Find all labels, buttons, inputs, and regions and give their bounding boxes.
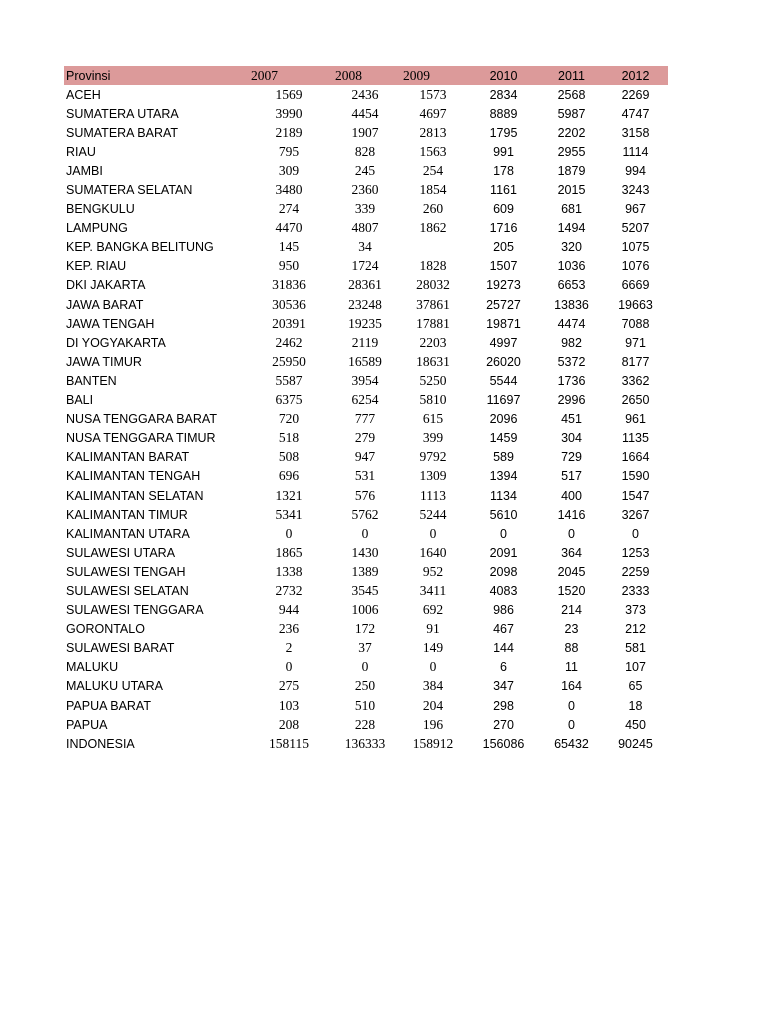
cell-2007[interactable]: 309 bbox=[278, 162, 300, 178]
cell-2008[interactable]: 4807 bbox=[351, 220, 379, 236]
cell-2008[interactable]: 6254 bbox=[351, 392, 379, 408]
cell-2010[interactable]: 1134 bbox=[490, 488, 517, 503]
cell-province[interactable]: DI YOGYAKARTA bbox=[66, 335, 166, 350]
cell-2012[interactable]: 107 bbox=[625, 660, 646, 675]
cell-2009[interactable]: 204 bbox=[422, 697, 444, 713]
cell-2010[interactable]: 156086 bbox=[482, 736, 525, 751]
cell-2011[interactable]: 400 bbox=[561, 488, 582, 503]
cell-2012[interactable]: 5207 bbox=[621, 221, 650, 236]
table-row bbox=[64, 448, 668, 467]
cell-2008[interactable]: 0 bbox=[361, 659, 369, 675]
cell-2011[interactable]: 304 bbox=[561, 431, 582, 446]
cell-2010[interactable]: 986 bbox=[493, 603, 514, 618]
cell-2012[interactable]: 3267 bbox=[621, 507, 650, 522]
header-row bbox=[64, 66, 668, 85]
cell-2008[interactable]: 1724 bbox=[351, 258, 379, 274]
cell-province[interactable]: MALUKU bbox=[66, 660, 119, 675]
cell-2011[interactable]: 0 bbox=[568, 698, 575, 713]
cell-2008[interactable]: 0 bbox=[361, 525, 369, 541]
cell-2012[interactable]: 3243 bbox=[621, 183, 650, 198]
cell-2010[interactable]: 991 bbox=[493, 144, 514, 159]
cell-2010[interactable]: 2098 bbox=[489, 564, 518, 579]
cell-2012[interactable]: 967 bbox=[625, 202, 646, 217]
cell-2008[interactable]: 23248 bbox=[348, 296, 382, 312]
cell-2008[interactable]: 339 bbox=[354, 201, 376, 217]
cell-2012[interactable]: 8177 bbox=[621, 354, 650, 369]
cell-2011[interactable]: 0 bbox=[568, 717, 575, 732]
cell-2009[interactable]: 260 bbox=[422, 201, 444, 217]
table-row bbox=[64, 677, 668, 696]
cell-2009[interactable]: 2813 bbox=[419, 124, 447, 140]
cell-2009[interactable]: 1573 bbox=[419, 86, 447, 102]
cell-province[interactable]: SUMATERA BARAT bbox=[66, 125, 179, 140]
cell-2009[interactable]: 5810 bbox=[419, 392, 447, 408]
cell-2010[interactable]: 1507 bbox=[489, 259, 518, 274]
cell-2010[interactable]: 6 bbox=[500, 660, 507, 675]
table-row bbox=[64, 123, 668, 142]
cell-province[interactable]: NUSA TENGGARA BARAT bbox=[66, 412, 217, 427]
cell-2012[interactable]: 18 bbox=[628, 698, 643, 713]
cell-2010[interactable]: 19273 bbox=[486, 278, 521, 293]
cell-province[interactable]: JAWA TENGAH bbox=[66, 316, 155, 331]
cell-2012[interactable]: 19663 bbox=[618, 297, 653, 312]
province-data-table bbox=[64, 66, 668, 753]
cell-2007[interactable]: 158115 bbox=[269, 735, 309, 751]
cell-2009[interactable]: 196 bbox=[422, 716, 444, 732]
table-row bbox=[64, 161, 668, 180]
cell-province[interactable]: KALIMANTAN BARAT bbox=[66, 450, 190, 465]
cell-2012[interactable]: 3362 bbox=[621, 373, 650, 388]
table-row bbox=[64, 142, 668, 161]
cell-2007[interactable]: 145 bbox=[278, 239, 300, 255]
cell-2007[interactable]: 2189 bbox=[275, 124, 303, 140]
cell-2007[interactable]: 25950 bbox=[272, 353, 306, 369]
cell-2011[interactable]: 164 bbox=[561, 679, 582, 694]
cell-2008[interactable]: 19235 bbox=[348, 315, 382, 331]
cell-2007[interactable]: 236 bbox=[278, 621, 300, 637]
cell-2009[interactable] bbox=[399, 238, 467, 257]
cell-2008[interactable]: 28361 bbox=[348, 277, 382, 293]
cell-2011[interactable]: 1520 bbox=[557, 583, 586, 598]
table-row bbox=[64, 200, 668, 219]
cell-2008[interactable]: 250 bbox=[354, 678, 376, 694]
cell-2009[interactable]: 37861 bbox=[416, 296, 450, 312]
header-cell-2009[interactable]: 2009 bbox=[403, 67, 430, 83]
cell-2008[interactable]: 576 bbox=[354, 487, 376, 503]
cell-2009[interactable]: 5244 bbox=[419, 506, 447, 522]
cell-province[interactable]: KALIMANTAN UTARA bbox=[66, 526, 190, 541]
table-row bbox=[64, 238, 668, 257]
cell-2008[interactable]: 4454 bbox=[351, 105, 379, 121]
table-row bbox=[64, 180, 668, 199]
cell-2011[interactable]: 214 bbox=[561, 603, 582, 618]
cell-province[interactable]: SUMATERA UTARA bbox=[66, 106, 179, 121]
cell-2008[interactable]: 228 bbox=[354, 716, 376, 732]
cell-2010[interactable]: 2096 bbox=[489, 412, 518, 427]
cell-2008[interactable]: 1907 bbox=[351, 124, 379, 140]
cell-2009[interactable]: 952 bbox=[422, 563, 444, 579]
cell-2010[interactable]: 2091 bbox=[489, 545, 518, 560]
table-row bbox=[64, 620, 668, 639]
cell-2008[interactable]: 531 bbox=[354, 468, 376, 484]
cell-2008[interactable]: 245 bbox=[354, 162, 376, 178]
cell-2009[interactable]: 18631 bbox=[416, 353, 450, 369]
table-row bbox=[64, 543, 668, 562]
cell-province[interactable]: KALIMANTAN TIMUR bbox=[66, 507, 188, 522]
cell-2007[interactable]: 275 bbox=[278, 678, 300, 694]
cell-2009[interactable]: 3411 bbox=[419, 582, 447, 598]
header-cell-2011[interactable]: 2011 bbox=[558, 68, 585, 83]
cell-2010[interactable]: 144 bbox=[493, 641, 514, 656]
cell-province[interactable]: SULAWESI SELATAN bbox=[66, 583, 189, 598]
cell-2010[interactable]: 0 bbox=[500, 526, 507, 541]
cell-2007[interactable]: 274 bbox=[278, 201, 300, 217]
cell-2008[interactable]: 1389 bbox=[351, 563, 379, 579]
cell-2007[interactable]: 208 bbox=[278, 716, 300, 732]
cell-2011[interactable]: 23 bbox=[564, 622, 579, 637]
cell-2009[interactable]: 692 bbox=[422, 602, 444, 618]
cell-2009[interactable]: 5250 bbox=[419, 372, 447, 388]
cell-2007[interactable]: 950 bbox=[278, 258, 300, 274]
cell-2009[interactable]: 0 bbox=[429, 659, 437, 675]
cell-2007[interactable]: 3480 bbox=[275, 182, 303, 198]
cell-2012[interactable]: 1253 bbox=[621, 545, 650, 560]
table-row bbox=[64, 696, 668, 715]
cell-2010[interactable]: 298 bbox=[493, 698, 514, 713]
cell-2007[interactable]: 1865 bbox=[275, 544, 303, 560]
cell-2011[interactable]: 1494 bbox=[557, 221, 586, 236]
cell-province[interactable]: SULAWESI BARAT bbox=[66, 641, 175, 656]
table-row bbox=[64, 257, 668, 276]
cell-2011[interactable]: 11 bbox=[565, 660, 578, 675]
cell-2009[interactable]: 2203 bbox=[419, 334, 447, 350]
cell-province[interactable]: PAPUA bbox=[66, 717, 108, 732]
cell-2009[interactable]: 1563 bbox=[419, 143, 447, 159]
cell-2007[interactable]: 30536 bbox=[272, 296, 306, 312]
cell-province[interactable]: NUSA TENGGARA TIMUR bbox=[66, 431, 216, 446]
cell-2010[interactable]: 25727 bbox=[486, 297, 521, 312]
cell-2008[interactable]: 3545 bbox=[351, 582, 379, 598]
cell-2008[interactable]: 510 bbox=[354, 697, 376, 713]
cell-2009[interactable]: 149 bbox=[422, 640, 444, 656]
cell-2011[interactable]: 65432 bbox=[554, 736, 589, 751]
cell-2009[interactable]: 254 bbox=[422, 162, 444, 178]
table-row bbox=[64, 391, 668, 410]
cell-2007[interactable]: 944 bbox=[278, 602, 300, 618]
cell-2010[interactable]: 1394 bbox=[489, 469, 518, 484]
cell-2011[interactable]: 6653 bbox=[557, 278, 586, 293]
cell-province[interactable]: KEP. RIAU bbox=[66, 259, 127, 274]
table-row bbox=[64, 429, 668, 448]
cell-2012[interactable]: 2259 bbox=[621, 564, 650, 579]
cell-2011[interactable]: 681 bbox=[561, 202, 582, 217]
cell-2009[interactable]: 399 bbox=[422, 430, 444, 446]
cell-province[interactable]: SULAWESI UTARA bbox=[66, 545, 176, 560]
cell-2011[interactable]: 2996 bbox=[557, 393, 586, 408]
cell-2010[interactable]: 205 bbox=[493, 240, 514, 255]
cell-2008[interactable]: 16589 bbox=[348, 353, 382, 369]
cell-province[interactable]: SULAWESI TENGAH bbox=[66, 564, 186, 579]
cell-2009[interactable]: 384 bbox=[422, 678, 444, 694]
cell-province[interactable]: SUMATERA SELATAN bbox=[66, 183, 193, 198]
cell-2011[interactable]: 729 bbox=[561, 450, 582, 465]
cell-2009[interactable]: 1113 bbox=[420, 487, 446, 503]
cell-province[interactable]: ACEH bbox=[66, 87, 101, 102]
cell-2008[interactable]: 37 bbox=[358, 640, 372, 656]
cell-2010[interactable]: 1161 bbox=[490, 183, 517, 198]
cell-2008[interactable]: 172 bbox=[354, 621, 376, 637]
cell-2007[interactable]: 2462 bbox=[275, 334, 303, 350]
cell-2011[interactable]: 517 bbox=[561, 469, 582, 484]
cell-2010[interactable]: 4997 bbox=[489, 335, 518, 350]
table-row bbox=[64, 333, 668, 352]
cell-2007[interactable]: 103 bbox=[278, 697, 300, 713]
cell-2011[interactable]: 2015 bbox=[557, 183, 586, 198]
cell-2007[interactable]: 20391 bbox=[272, 315, 306, 331]
table-row bbox=[64, 314, 668, 333]
cell-2011[interactable]: 2568 bbox=[557, 87, 586, 102]
table-row bbox=[64, 467, 668, 486]
cell-2009[interactable]: 1640 bbox=[419, 544, 447, 560]
cell-2011[interactable]: 364 bbox=[561, 545, 582, 560]
table-row bbox=[64, 276, 668, 295]
cell-2008[interactable]: 2360 bbox=[351, 182, 379, 198]
table-row bbox=[64, 104, 668, 123]
cell-2012[interactable]: 2333 bbox=[621, 583, 650, 598]
cell-province[interactable]: JAWA TIMUR bbox=[66, 354, 142, 369]
cell-2008[interactable]: 1430 bbox=[351, 544, 379, 560]
cell-2011[interactable]: 88 bbox=[564, 641, 579, 656]
table-row bbox=[64, 601, 668, 620]
cell-2008[interactable]: 3954 bbox=[351, 372, 379, 388]
cell-2010[interactable]: 609 bbox=[493, 202, 514, 217]
cell-2009[interactable]: 1828 bbox=[419, 258, 447, 274]
cell-2011[interactable]: 2202 bbox=[557, 125, 586, 140]
header-cell-2007[interactable]: 2007 bbox=[251, 67, 278, 83]
cell-2011[interactable]: 1036 bbox=[557, 259, 586, 274]
cell-2012[interactable]: 2269 bbox=[621, 87, 650, 102]
header-cell-2008[interactable]: 2008 bbox=[335, 67, 362, 83]
cell-2009[interactable]: 1309 bbox=[419, 468, 447, 484]
table-row bbox=[64, 352, 668, 371]
cell-2012[interactable]: 7088 bbox=[621, 316, 650, 331]
cell-2012[interactable]: 1076 bbox=[621, 259, 650, 274]
cell-2007[interactable]: 4470 bbox=[275, 220, 303, 236]
cell-2007[interactable]: 6375 bbox=[275, 392, 303, 408]
cell-province[interactable]: MALUKU UTARA bbox=[66, 679, 164, 694]
cell-2010[interactable]: 5544 bbox=[489, 373, 518, 388]
cell-2011[interactable]: 5372 bbox=[557, 354, 586, 369]
cell-2012[interactable]: 581 bbox=[625, 641, 646, 656]
cell-2008[interactable]: 5762 bbox=[351, 506, 379, 522]
cell-province[interactable]: JAWA BARAT bbox=[66, 297, 144, 312]
cell-2007[interactable]: 508 bbox=[278, 449, 300, 465]
cell-2007[interactable]: 31836 bbox=[272, 277, 306, 293]
cell-2011[interactable]: 982 bbox=[561, 335, 582, 350]
cell-2011[interactable]: 2955 bbox=[557, 144, 586, 159]
cell-province[interactable]: JAMBI bbox=[66, 163, 103, 178]
cell-2011[interactable]: 1416 bbox=[557, 507, 586, 522]
table-row bbox=[64, 524, 668, 543]
cell-2012[interactable]: 0 bbox=[632, 526, 639, 541]
cell-2007[interactable]: 0 bbox=[285, 659, 293, 675]
cell-2010[interactable]: 1459 bbox=[489, 431, 518, 446]
cell-2012[interactable]: 450 bbox=[625, 717, 646, 732]
cell-2012[interactable]: 1114 bbox=[622, 144, 649, 159]
cell-2010[interactable]: 19871 bbox=[486, 316, 521, 331]
cell-2007[interactable]: 3990 bbox=[275, 105, 303, 121]
cell-2012[interactable]: 971 bbox=[625, 335, 646, 350]
cell-2012[interactable]: 65 bbox=[628, 679, 643, 694]
header-cell-2010[interactable]: 2010 bbox=[489, 68, 518, 83]
cell-2012[interactable]: 994 bbox=[625, 163, 646, 178]
cell-2010[interactable]: 11697 bbox=[486, 393, 521, 408]
header-cell-2012[interactable]: 2012 bbox=[621, 68, 650, 83]
cell-province[interactable]: PAPUA BARAT bbox=[66, 698, 151, 713]
table-row bbox=[64, 410, 668, 429]
cell-2007[interactable]: 2 bbox=[285, 640, 293, 656]
table-row bbox=[64, 734, 668, 753]
cell-2007[interactable]: 1338 bbox=[275, 563, 303, 579]
cell-2009[interactable]: 615 bbox=[422, 411, 444, 427]
cell-province[interactable]: KEP. BANGKA BELITUNG bbox=[66, 240, 214, 255]
cell-2008[interactable]: 279 bbox=[354, 430, 376, 446]
cell-2008[interactable]: 34 bbox=[358, 239, 372, 255]
table-row bbox=[64, 715, 668, 734]
cell-2012[interactable]: 373 bbox=[625, 603, 646, 618]
cell-2010[interactable]: 26020 bbox=[486, 354, 521, 369]
header-cell-provinsi[interactable]: Provinsi bbox=[66, 68, 111, 83]
cell-2011[interactable]: 4474 bbox=[557, 316, 586, 331]
cell-2007[interactable]: 0 bbox=[285, 525, 293, 541]
table-row bbox=[64, 371, 668, 390]
cell-2011[interactable]: 1736 bbox=[557, 373, 586, 388]
cell-2010[interactable]: 347 bbox=[493, 679, 514, 694]
cell-2010[interactable]: 467 bbox=[493, 622, 514, 637]
cell-2012[interactable]: 3158 bbox=[621, 125, 650, 140]
cell-2011[interactable]: 451 bbox=[561, 412, 582, 427]
cell-province[interactable]: RIAU bbox=[66, 144, 96, 159]
cell-2008[interactable]: 777 bbox=[354, 411, 376, 427]
cell-2007[interactable]: 5341 bbox=[275, 506, 303, 522]
cell-2007[interactable]: 1321 bbox=[275, 487, 303, 503]
cell-2009[interactable]: 4697 bbox=[419, 105, 447, 121]
table-row bbox=[64, 219, 668, 238]
cell-2012[interactable]: 2650 bbox=[621, 393, 650, 408]
cell-2012[interactable]: 1590 bbox=[621, 469, 650, 484]
cell-2007[interactable]: 2732 bbox=[275, 582, 303, 598]
cell-2010[interactable]: 589 bbox=[493, 450, 514, 465]
cell-2007[interactable]: 1569 bbox=[275, 86, 303, 102]
cell-province[interactable]: DKI JAKARTA bbox=[66, 278, 146, 293]
table-row bbox=[64, 295, 668, 314]
cell-2009[interactable]: 1854 bbox=[419, 182, 447, 198]
cell-province[interactable]: SULAWESI TENGGARA bbox=[66, 603, 204, 618]
cell-2008[interactable]: 828 bbox=[354, 143, 376, 159]
cell-2011[interactable]: 2045 bbox=[557, 564, 586, 579]
cell-2012[interactable]: 6669 bbox=[621, 278, 650, 293]
cell-2007[interactable]: 795 bbox=[278, 143, 300, 159]
cell-2010[interactable]: 1716 bbox=[489, 221, 518, 236]
cell-2008[interactable]: 136333 bbox=[344, 735, 386, 751]
cell-2011[interactable]: 320 bbox=[561, 240, 582, 255]
cell-2010[interactable]: 1795 bbox=[489, 125, 518, 140]
cell-2010[interactable]: 178 bbox=[493, 163, 514, 178]
cell-2010[interactable]: 5610 bbox=[489, 507, 518, 522]
cell-2007[interactable]: 5587 bbox=[275, 372, 303, 388]
cell-2010[interactable]: 8889 bbox=[489, 106, 518, 121]
cell-2007[interactable]: 518 bbox=[278, 430, 300, 446]
table-row bbox=[64, 658, 668, 677]
cell-province[interactable]: BALI bbox=[66, 393, 94, 408]
cell-2012[interactable]: 1547 bbox=[621, 488, 650, 503]
cell-2012[interactable]: 961 bbox=[625, 412, 646, 427]
cell-2012[interactable]: 1664 bbox=[621, 450, 650, 465]
cell-2012[interactable]: 1075 bbox=[621, 240, 650, 255]
cell-2009[interactable]: 91 bbox=[426, 621, 440, 637]
cell-2009[interactable]: 9792 bbox=[419, 449, 447, 465]
table-row bbox=[64, 562, 668, 581]
cell-2012[interactable]: 4747 bbox=[621, 106, 650, 121]
cell-2008[interactable]: 947 bbox=[354, 449, 376, 465]
cell-2010[interactable]: 2834 bbox=[489, 87, 518, 102]
table-row bbox=[64, 486, 668, 505]
cell-province[interactable]: LAMPUNG bbox=[66, 221, 128, 236]
cell-2009[interactable]: 17881 bbox=[416, 315, 450, 331]
cell-2009[interactable]: 158912 bbox=[412, 735, 454, 751]
cell-2009[interactable]: 1862 bbox=[419, 220, 447, 236]
cell-2009[interactable]: 0 bbox=[429, 525, 437, 541]
table-row bbox=[64, 581, 668, 600]
cell-province[interactable]: BANTEN bbox=[66, 373, 117, 388]
table-row bbox=[64, 505, 668, 524]
cell-2012[interactable]: 1135 bbox=[622, 431, 649, 446]
cell-province[interactable]: KALIMANTAN SELATAN bbox=[66, 488, 204, 503]
cell-2009[interactable]: 28032 bbox=[416, 277, 450, 293]
cell-2008[interactable]: 1006 bbox=[351, 602, 379, 618]
table-row bbox=[64, 85, 668, 104]
cell-2011[interactable]: 1879 bbox=[557, 163, 586, 178]
spreadsheet-sheet bbox=[64, 66, 668, 753]
cell-2011[interactable]: 5987 bbox=[557, 106, 586, 121]
cell-2012[interactable]: 90245 bbox=[618, 736, 653, 751]
cell-province[interactable]: GORONTALO bbox=[66, 622, 145, 637]
cell-2012[interactable]: 212 bbox=[625, 622, 646, 637]
cell-2008[interactable]: 2119 bbox=[351, 334, 379, 350]
cell-province[interactable]: INDONESIA bbox=[66, 736, 135, 751]
cell-2010[interactable]: 4083 bbox=[489, 583, 518, 598]
cell-2010[interactable]: 270 bbox=[493, 717, 514, 732]
cell-province[interactable]: BENGKULU bbox=[66, 202, 135, 217]
cell-province[interactable]: KALIMANTAN TENGAH bbox=[66, 469, 201, 484]
cell-2011[interactable]: 13836 bbox=[554, 297, 589, 312]
cell-2007[interactable]: 720 bbox=[278, 411, 300, 427]
table-body bbox=[64, 85, 668, 753]
cell-2008[interactable]: 2436 bbox=[351, 86, 379, 102]
cell-2007[interactable]: 696 bbox=[278, 468, 300, 484]
cell-2011[interactable]: 0 bbox=[568, 526, 575, 541]
table-row bbox=[64, 639, 668, 658]
